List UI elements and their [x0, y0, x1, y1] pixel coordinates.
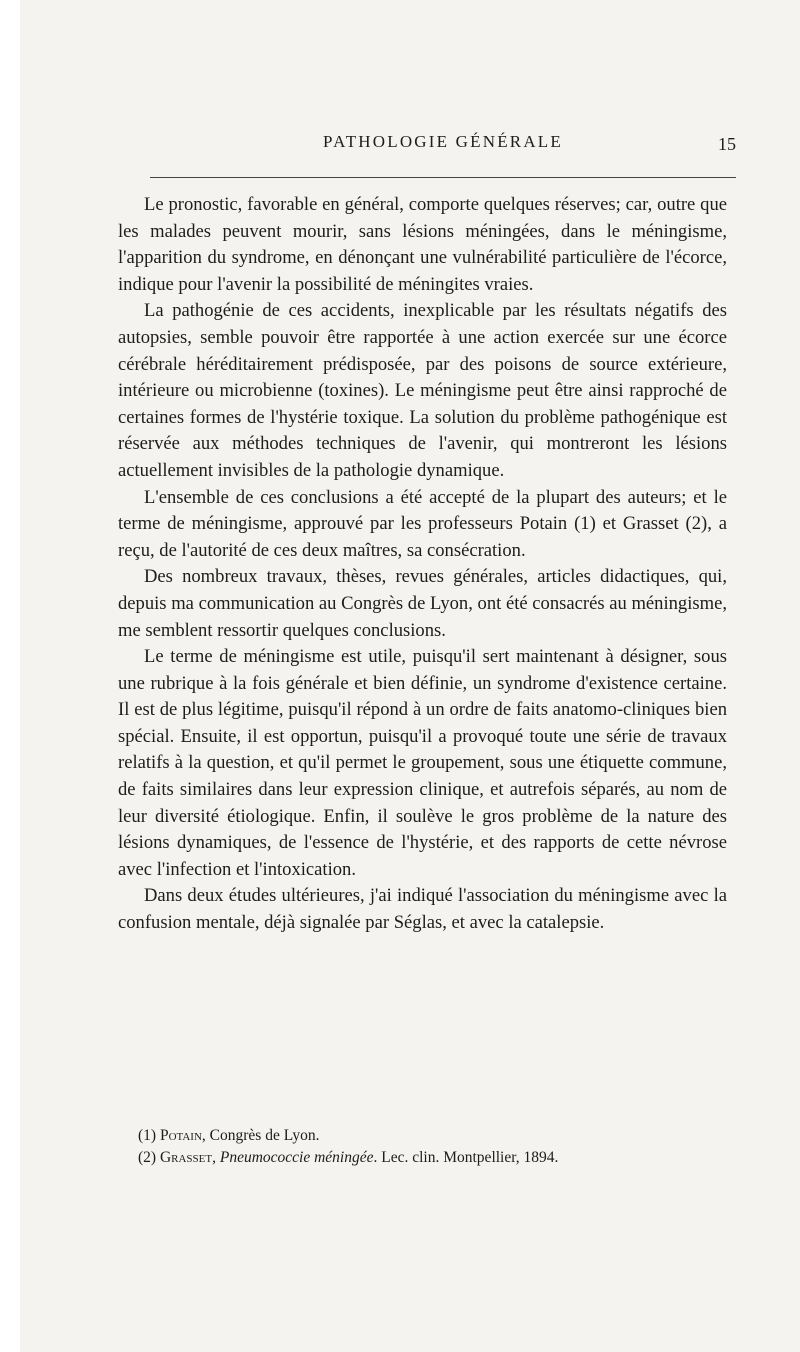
footnote-marker: (2) [138, 1149, 157, 1166]
paragraph-pathogenesis: La pathogénie de ces accidents, inexplicable par les résultats négatifs des autopsies, semble pouvoir être rapportée à une action exercée sur une écorce cérébrale héréditairement prédisposée, par des poisons de source extérieure, intérieure ou microbienne (toxines). Le méningisme peut être ainsi rapproché de certaines formes de l'hystérie toxique. La solution du problème pathogénique est réservée aux méthodes techniques de l'avenir, qui montreront les lésions actuellement invisibles de la pathologie dynamique. [118, 300, 727, 481]
footnote-author: Grasset [159, 1149, 213, 1166]
paragraph-acceptance: L'ensemble de ces conclusions a été accepté de la plupart des auteurs; et le terme de méningisme, approuvé par les professeurs Potain (1) et Grasset (2), a reçu, de l'autorité de ces deux maîtres, sa consécration. [118, 486, 727, 561]
body-text [118, 192, 727, 937]
footnote-text: , Congrès de Lyon. [201, 1127, 320, 1144]
paragraph-later-studies: Dans deux études ultérieures, j'ai indiqué l'association du méningisme avec la confusion mentale, déjà signalée par Séglas, et avec la catalepsie. [118, 885, 727, 934]
footnotes [138, 1125, 738, 1169]
footnote-marker: (1) [138, 1127, 157, 1144]
footnote-text: . Lec. clin. Montpellier, 1894. [373, 1149, 559, 1166]
footnote-title: Pneumococcie méningée [219, 1149, 374, 1166]
paragraph-works: Des nombreux travaux, thèses, revues générales, articles didactiques, qui, depuis ma communication au Congrès de Lyon, ont été consacrés au méningisme, me semblent ressortir quelques conclusions. [118, 566, 727, 641]
footnote-1 [138, 1125, 738, 1147]
running-head [150, 132, 736, 162]
header-rule [150, 177, 736, 178]
paragraph-term-utility: Le terme de méningisme est utile, puisqu'il sert maintenant à désigner, sous une rubrique à la fois générale et bien définie, un syndrome d'existence certaine. Il est de plus légitime, puisqu'il répond à un ordre de faits anatomo-cliniques bien spécial. Ensuite, il est opportun, puisqu'il a provoqué toute une série de travaux relatifs à la question, et qu'il permet le groupement, sous une étiquette commune, de faits similaires dans leur expression clinique, et autrefois séparés, au nom de leur diversité étiologique. Enfin, il soulève le gros problème de la nature des lésions dynamiques, de l'essence de l'hystérie, et des rapports de cette névrose avec l'infection et l'intoxication. [118, 646, 727, 880]
scan-margin [0, 0, 20, 1352]
running-title: PATHOLOGIE GÉNÉRALE [323, 132, 563, 151]
footnote-2: (2) Grasset, Pneumococcie méningée. Lec. clin. Montpellier, 1894. [138, 1149, 559, 1166]
page-number: 15 [718, 134, 736, 154]
footnote-author: Potain [159, 1127, 202, 1144]
paragraph-prognosis: Le pronostic, favorable en général, comporte quelques réserves; car, outre que les malades peuvent mourir, sans lésions méningées, dans le méningisme, l'apparition du syndrome, en dénonçant une vulnérabilité particulière de l'écorce, indique pour l'avenir la possibilité de méningites vraies. [118, 194, 727, 295]
